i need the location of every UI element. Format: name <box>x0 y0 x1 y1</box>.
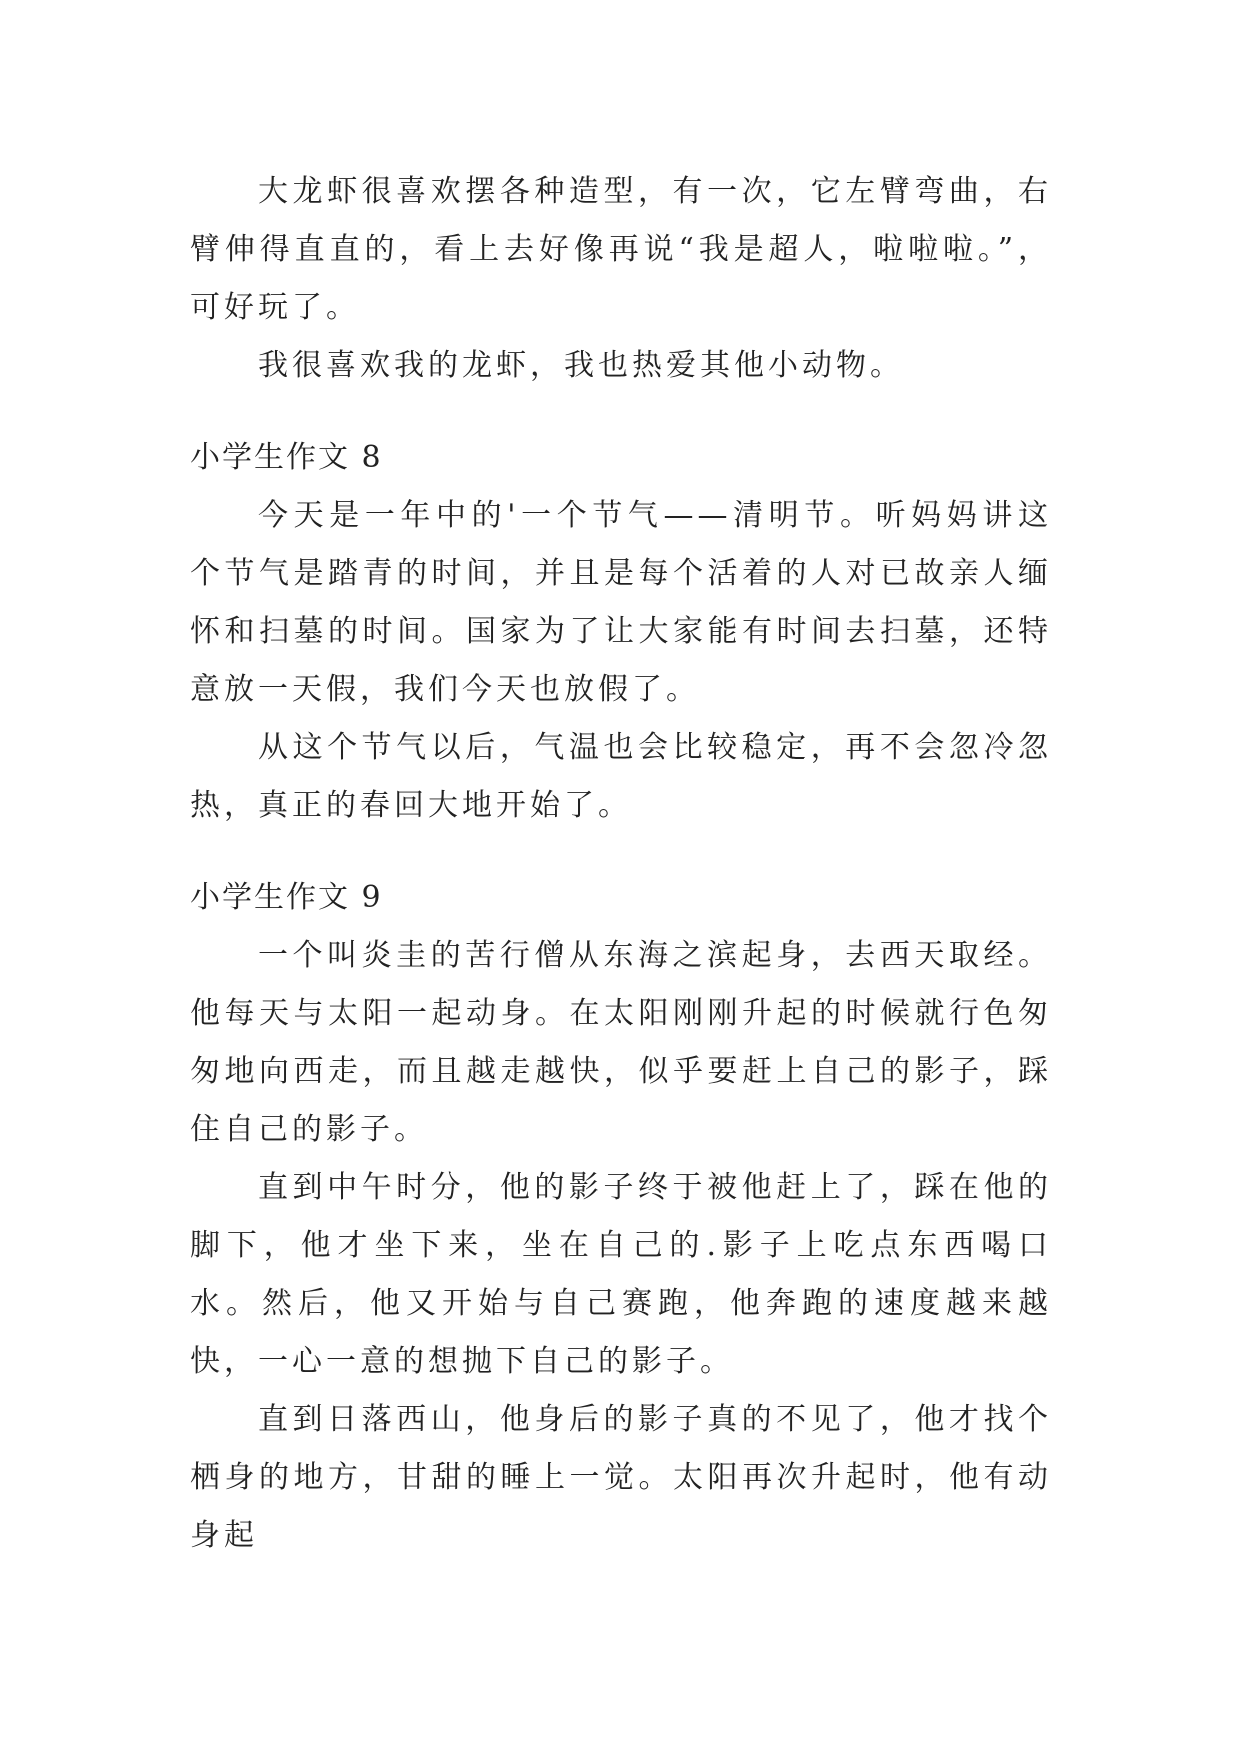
section-spacer <box>190 835 1052 869</box>
essay-section-8 <box>190 429 1052 835</box>
document-page <box>190 163 1052 1565</box>
essay-section-9 <box>190 869 1052 1565</box>
paragraph: 大龙虾很喜欢摆各种造型，有一次，它左臂弯曲，右臂伸得直直的，看上去好像再说“我是超人，啦啦啦。”，可好玩了。 <box>190 174 1052 325</box>
section-spacer <box>190 395 1052 429</box>
paragraph: 直到日落西山，他身后的影子真的不见了，他才找个栖身的地方，甘甜的睡上一觉。太阳再次升起时，他有动身起 <box>190 1402 1052 1553</box>
paragraph: 直到中午时分，他的影子终于被他赶上了，踩在他的脚下，他才坐下来，坐在自己的.影子上吃点东西喝口水。然后，他又开始与自己赛跑，他奔跑的速度越来越快，一心一意的想抛下自己的影子。 <box>190 1170 1052 1379</box>
section-heading: 小学生作文 8 <box>190 440 383 475</box>
paragraph: 今天是一年中的'一个节气——清明节。听妈妈讲这个节气是踏青的时间，并且是每个活着的人对已故亲人缅怀和扫墓的时间。国家为了让大家能有时间去扫墓，还特意放一天假，我们今天也放假了。 <box>190 498 1052 707</box>
essay-section-7-tail <box>190 163 1052 395</box>
paragraph: 我很喜欢我的龙虾，我也热爱其他小动物。 <box>258 348 904 383</box>
paragraph: 从这个节气以后，气温也会比较稳定，再不会忽冷忽热，真正的春回大地开始了。 <box>190 730 1052 823</box>
paragraph: 一个叫炎圭的苦行僧从东海之滨起身，去西天取经。他每天与太阳一起动身。在太阳刚刚升起的时候就行色匆匆地向西走，而且越走越快，似乎要赶上自己的影子，踩住自己的影子。 <box>190 938 1052 1147</box>
section-heading: 小学生作文 9 <box>190 880 383 915</box>
